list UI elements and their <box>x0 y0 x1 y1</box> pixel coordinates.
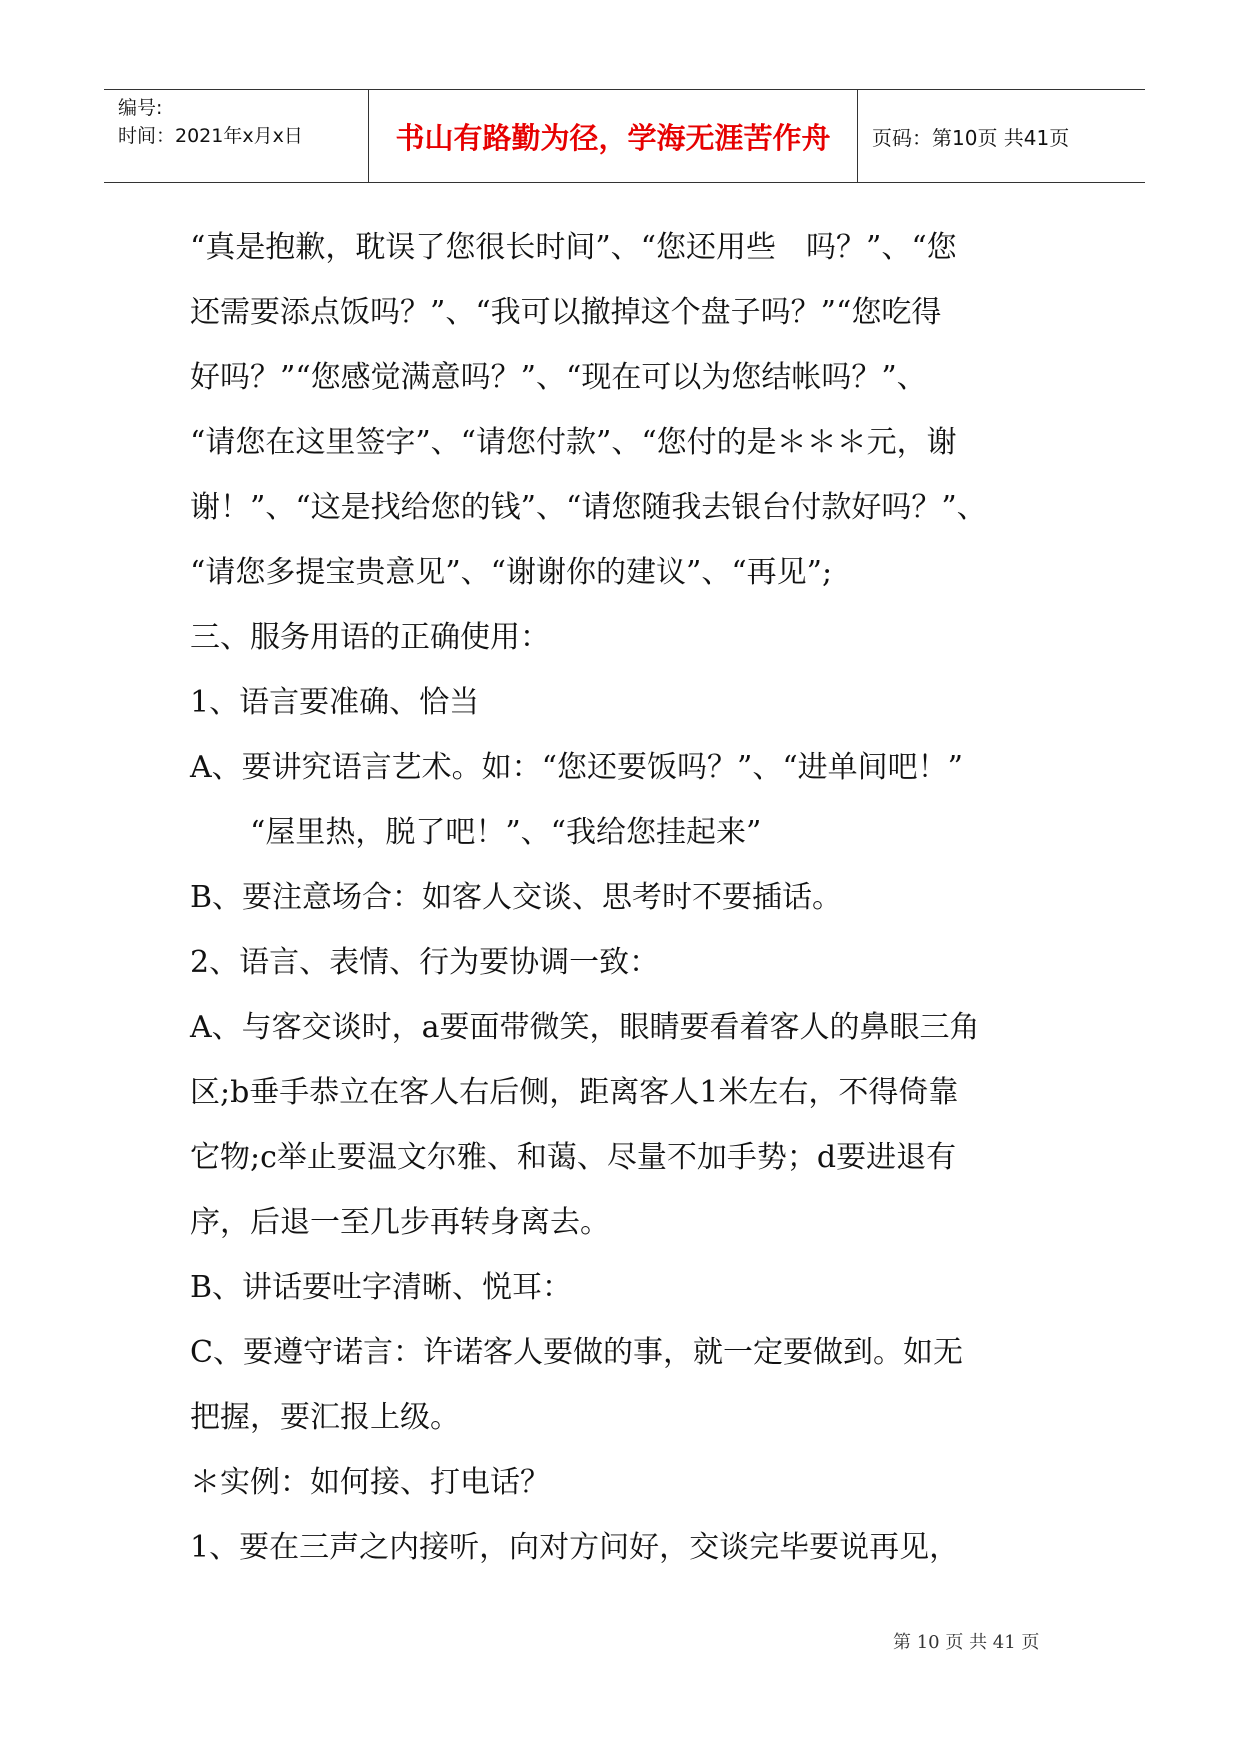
body-line: A、要讲究语言艺术。如：“您还要饭吗？”、“进单间吧！” <box>190 750 964 785</box>
document-time-label: 时间：2021年x月x日 <box>118 125 303 147</box>
body-line: 谢！”、“这是找给您的钱”、“请您随我去银台付款好吗？”、 <box>190 490 987 525</box>
body-line: 它物;c举止要温文尔雅、和蔼、尽量不加手势；d要进退有 <box>190 1140 957 1175</box>
body-line: “请您多提宝贵意见”、“谢谢你的建议”、“再见”; <box>190 555 833 590</box>
header-divider-right <box>857 90 858 182</box>
section-heading: 三、服务用语的正确使用： <box>190 620 550 655</box>
document-body <box>190 215 1070 1580</box>
body-line: A、与客交谈时，a要面带微笑，眼睛要看着客人的鼻眼三角 <box>190 1010 980 1045</box>
body-line: 把握，要汇报上级。 <box>190 1400 460 1435</box>
body-line: B、要注意场合：如客人交谈、思考时不要插话。 <box>190 880 843 915</box>
page-header <box>104 89 1145 183</box>
header-divider-left <box>368 90 369 182</box>
header-meta <box>118 94 368 150</box>
body-line: 好吗？”“您感觉满意吗？”、“现在可以为您结帐吗？”、 <box>190 360 927 395</box>
body-line: C、要遵守诺言：许诺客人要做的事，就一定要做到。如无 <box>190 1335 963 1370</box>
header-page-info: 页码：第10页 共41页 <box>872 125 1070 150</box>
page-footer: 第 10 页 共 41 页 <box>893 1632 1040 1653</box>
body-line: 区;b垂手恭立在客人右后侧，距离客人1米左右，不得倚靠 <box>190 1075 959 1110</box>
body-line: B、讲话要吐字清晰、悦耳： <box>190 1270 573 1305</box>
document-number-label: 编号: <box>118 97 163 119</box>
body-line: 序，后退一至几步再转身离去。 <box>190 1205 610 1240</box>
body-line: “真是抱歉，耽误了您很长时间”、“您还用些 吗？”、“您 <box>190 230 957 265</box>
header-motto: 书山有路勤为径，学海无涯苦作舟 <box>395 120 831 155</box>
body-line: “请您在这里签字”、“请您付款”、“您付的是＊＊＊元，谢 <box>190 425 957 460</box>
body-line: “屋里热，脱了吧！”、“我给您挂起来” <box>250 815 762 850</box>
body-line: ＊实例：如何接、打电话？ <box>190 1465 550 1500</box>
body-line: 还需要添点饭吗？”、“我可以撤掉这个盘子吗？”“您吃得 <box>190 295 942 330</box>
body-line: 2、语言、表情、行为要协调一致： <box>190 945 660 980</box>
body-line: 1、语言要准确、恰当 <box>190 685 480 720</box>
body-line: 1、要在三声之内接听，向对方问好，交谈完毕要说再见， <box>190 1530 960 1565</box>
